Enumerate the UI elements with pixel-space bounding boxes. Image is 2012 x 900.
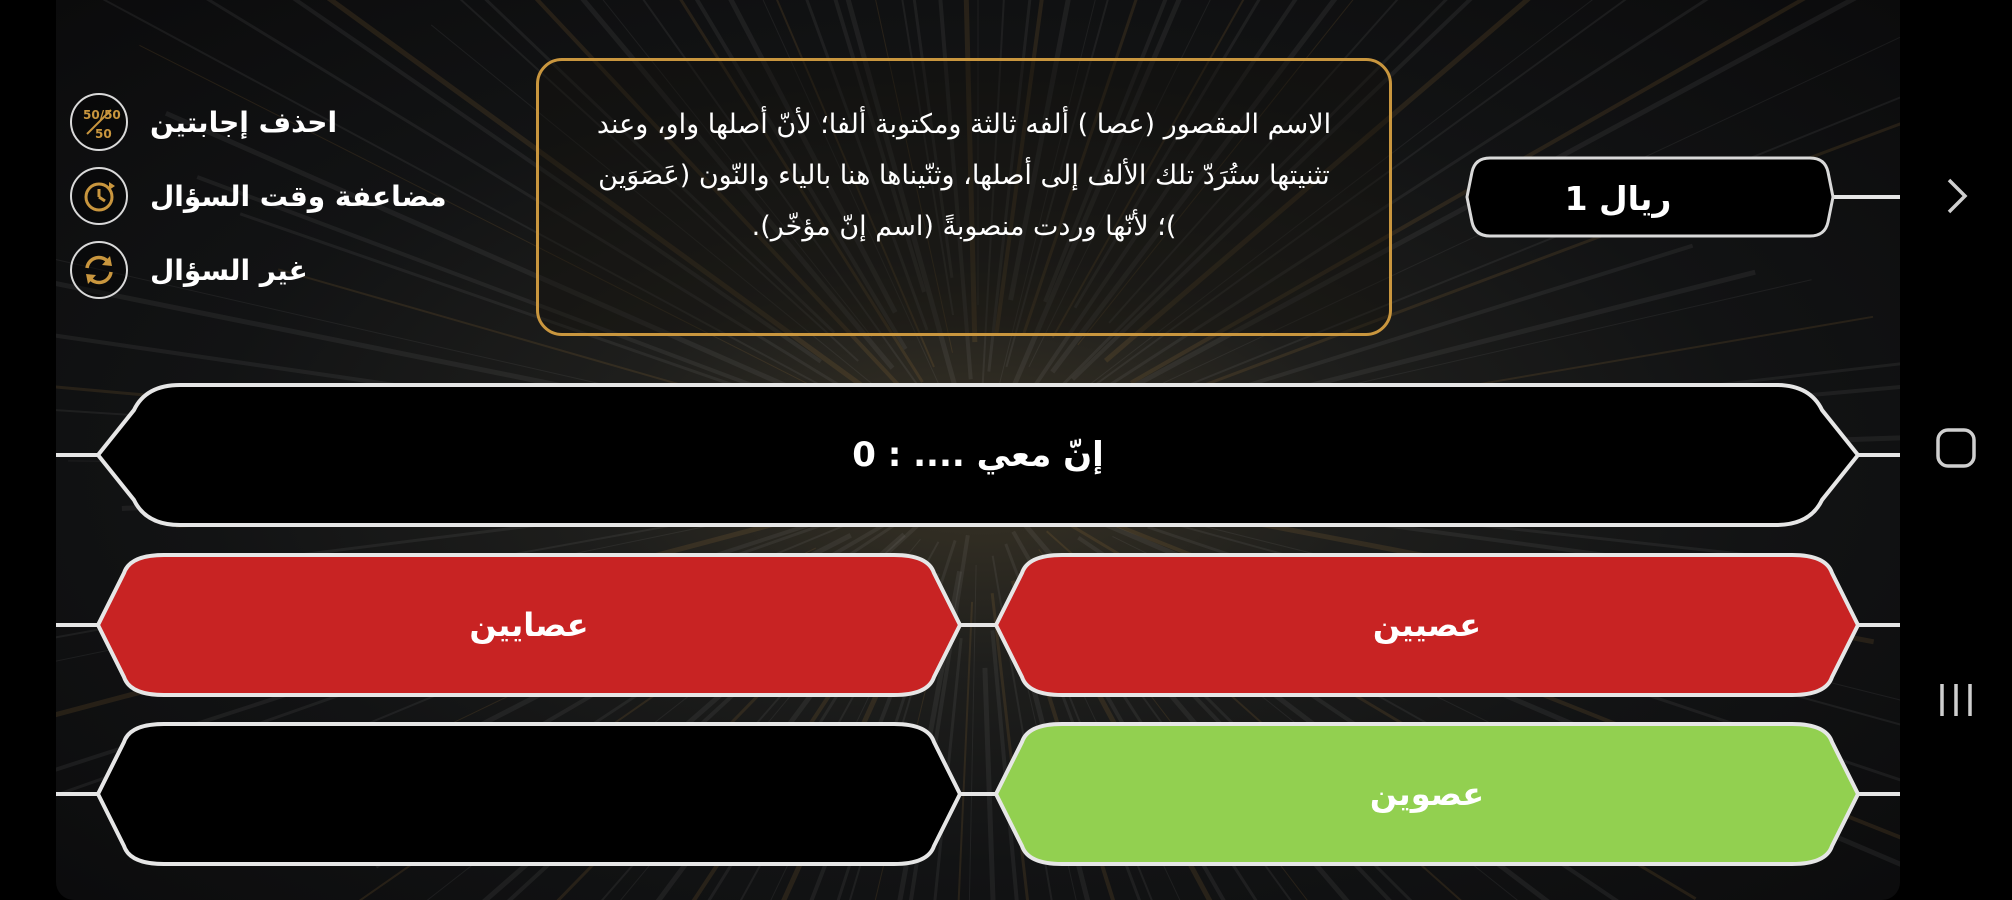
answer-bottom-left-label-box[interactable] [98,722,960,866]
double-time-icon [70,167,128,225]
question-text: إنّ معي .... : 0 [852,435,1104,475]
question-box [56,410,1900,500]
answer-bottom-right-label: عصوين [1369,775,1485,813]
lifeline-double-time[interactable] [70,164,447,228]
lifeline-change-question[interactable] [70,238,308,302]
explanation-box [536,58,1392,336]
answer-bottom-right-label-box[interactable] [996,722,1858,866]
lifeline-fifty-fifty[interactable] [70,90,337,154]
fifty-fifty-icon-text: 50/50 [83,108,121,122]
lifeline-fifty-fifty-label: احذف إجابتين [150,105,338,139]
svg-text:50: 50 [95,127,112,141]
answer-top-right-label-box[interactable] [996,553,1858,697]
chevron-right-icon[interactable] [1926,166,1986,226]
explanation-text: الاسم المقصور (عصا ) ألفه ثالثة ومكتوبة ألفا؛ لأنّ أصلها واو، وعند تثنيتها ستُرَدّ تلك الألف إلى أصلها، وثنّيناها هنا بالياء والنّون (عَصَوَين )؛ لأنّها وردت منصوبةً (اسم إنّ مؤخّر). [596,109,1332,242]
system-navigation-bar [1900,0,2012,900]
lifeline-double-time-label: مضاعفة وقت السؤال [150,179,447,213]
answer-top-left-label: عصايين [469,606,589,644]
lifeline-change-question-label: غير السؤال [150,253,308,287]
prize-label: ريال 1 [1564,178,1672,218]
fifty-fifty-icon [70,93,128,151]
home-square-icon[interactable] [1926,418,1986,478]
prize-badge [1418,158,1818,238]
answer-top-right-label: عصيين [1372,606,1482,644]
change-question-icon [70,241,128,299]
answer-top-left-label-box[interactable] [98,553,960,697]
recent-apps-icon[interactable] [1926,670,1986,730]
